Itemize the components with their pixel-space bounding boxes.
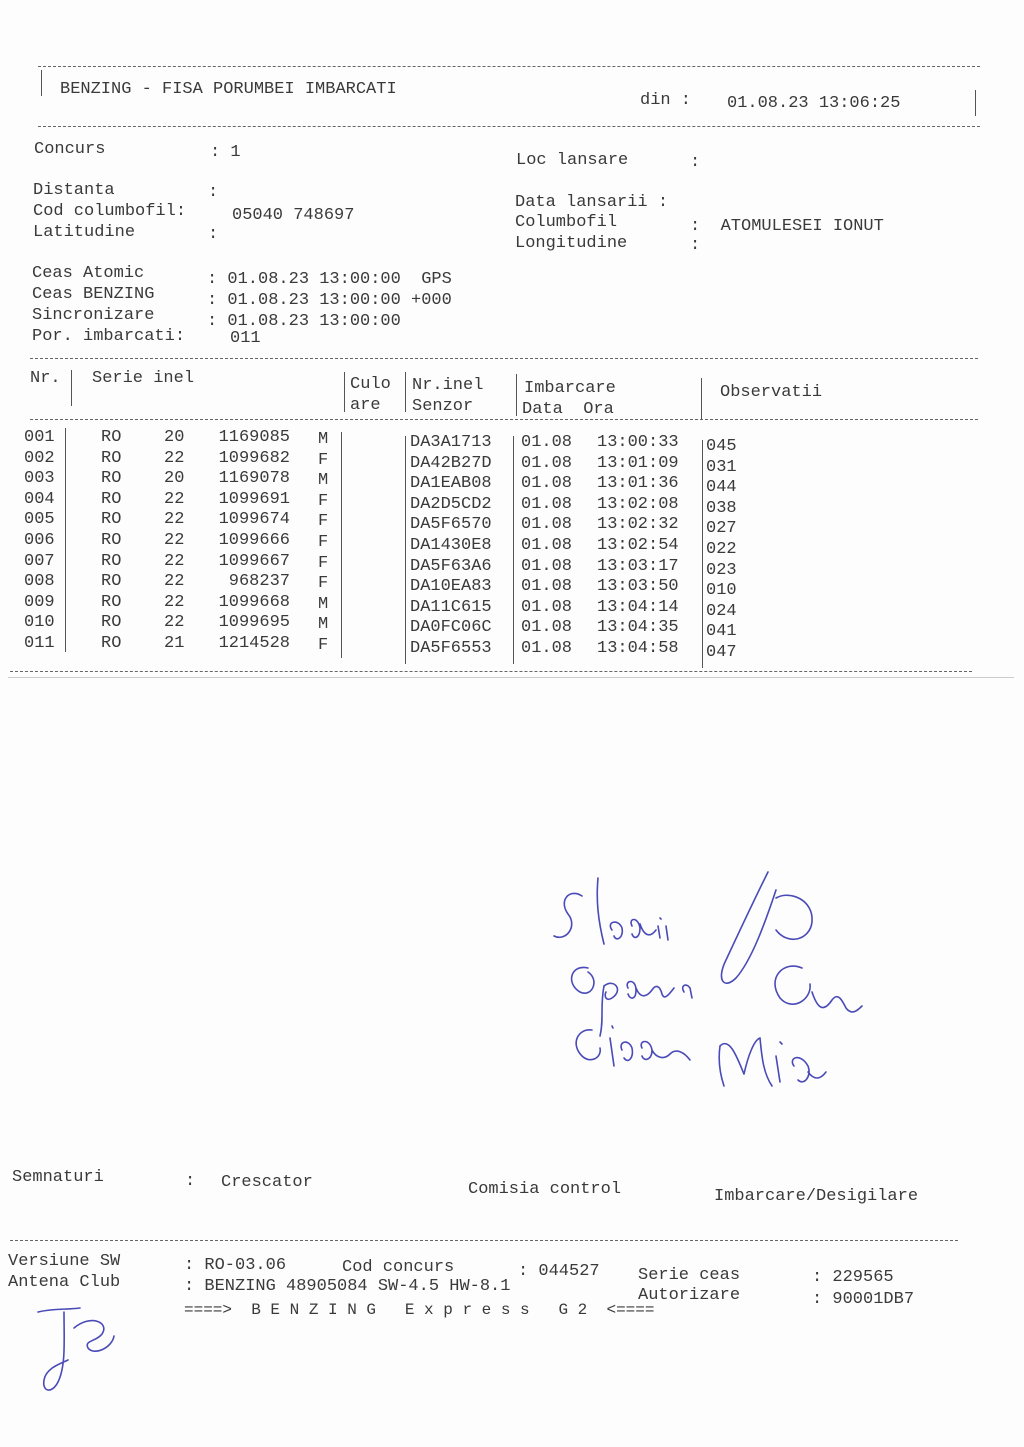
comisia-control-label: Comisia control xyxy=(468,1180,622,1199)
cell-inel: 1099668 xyxy=(218,592,290,612)
cell-an: 22 xyxy=(164,613,185,633)
cell-obs: 044 xyxy=(706,478,737,498)
cell-tara: RO xyxy=(101,489,122,509)
sincronizare-label: Sincronizare xyxy=(32,306,155,325)
cell-data: 01.08 xyxy=(521,474,573,494)
col-header-observatii: Observatii xyxy=(720,383,823,402)
cell-sex: F xyxy=(318,491,329,511)
cell-inel: 1099667 xyxy=(218,551,290,571)
cell-nr: 003 xyxy=(24,469,55,489)
antena-club-label: Antena Club xyxy=(8,1273,121,1292)
imbarcare-desigilare-label: Imbarcare/Desigilare xyxy=(714,1187,919,1206)
cell-data: 01.08 xyxy=(521,639,573,658)
cell-nr: 004 xyxy=(24,489,55,509)
cell-inel: 1099666 xyxy=(218,531,290,550)
cod-concurs-value: : 044527 xyxy=(518,1262,600,1281)
cell-inel: 1099691 xyxy=(218,489,290,509)
cell-sex: F xyxy=(318,636,329,655)
cell-obs: 041 xyxy=(706,622,737,642)
table-row xyxy=(0,633,1024,662)
semnaturi-colon: : xyxy=(185,1172,196,1191)
versiune-sw-label: Versiune SW xyxy=(8,1252,121,1271)
serie-ceas-label: Serie ceas xyxy=(638,1266,741,1285)
cell-data: 01.08 xyxy=(521,556,573,576)
distanta-value: : xyxy=(208,183,219,202)
cell-data: 01.08 xyxy=(521,433,573,452)
cell-an: 22 xyxy=(164,448,185,468)
table-row xyxy=(0,489,1024,518)
cell-sex: F xyxy=(318,533,329,552)
cell-an: 22 xyxy=(164,592,185,612)
cell-inel: 1169085 xyxy=(218,428,290,447)
longitudine-label: Longitudine xyxy=(515,234,628,253)
table-row xyxy=(0,428,1024,456)
concurs-value: : 1 xyxy=(210,143,241,162)
cell-inel: 1099695 xyxy=(218,613,290,633)
cell-ora: 13:03:17 xyxy=(597,556,679,576)
cell-an: 22 xyxy=(164,572,185,592)
sincronizare-value: : 01.08.23 13:00:00 xyxy=(207,312,401,331)
cell-nr: 001 xyxy=(24,428,55,447)
autorizare-value: : 90001DB7 xyxy=(812,1290,915,1309)
cell-inel: 1214528 xyxy=(218,634,290,653)
cell-an: 22 xyxy=(164,489,185,509)
cell-tara: RO xyxy=(101,469,122,489)
cell-senzor: DA42B27D xyxy=(410,453,492,473)
cell-nr: 005 xyxy=(24,510,55,530)
cell-ora: 13:04:14 xyxy=(597,597,679,617)
ceas-atomic-value: : 01.08.23 13:00:00 GPS xyxy=(207,270,452,289)
cell-sex: F xyxy=(318,553,329,573)
versiune-sw-value: : RO-03.06 xyxy=(184,1256,287,1275)
col-header-nr: Nr. xyxy=(30,369,61,388)
serie-ceas-value: : 229565 xyxy=(812,1268,894,1287)
cell-sex: F xyxy=(318,574,329,594)
autorizare-label: Autorizare xyxy=(638,1286,741,1305)
cell-ora: 13:00:33 xyxy=(597,433,679,452)
cell-an: 22 xyxy=(164,510,185,530)
latitudine-label: Latitudine xyxy=(33,223,136,242)
cell-ora: 13:02:08 xyxy=(597,494,679,514)
cell-data: 01.08 xyxy=(521,618,573,638)
por-imbarcati-value: 011 xyxy=(230,329,261,348)
cod-concurs-label: Cod concurs xyxy=(342,1258,455,1277)
cell-inel: 1099682 xyxy=(218,448,290,468)
cell-data: 01.08 xyxy=(521,597,573,617)
por-imbarcati-label: Por. imbarcati: xyxy=(32,327,186,346)
cell-tara: RO xyxy=(101,592,122,612)
ceas-benzing-label: Ceas BENZING xyxy=(32,285,155,304)
club-initials-signature xyxy=(30,1300,130,1400)
distanta-label: Distanta xyxy=(33,181,115,200)
cod-columbofil-label: Cod columbofil: xyxy=(33,202,187,221)
table-row xyxy=(0,531,1024,559)
cell-nr: 010 xyxy=(24,613,55,633)
cell-ora: 13:04:58 xyxy=(597,639,679,658)
din-label: din : xyxy=(640,91,692,110)
antena-club-value: : BENZING 48905084 SW-4.5 HW-8.1 xyxy=(184,1277,511,1296)
cell-ora: 13:03:50 xyxy=(597,577,679,597)
cell-obs: 047 xyxy=(706,643,737,662)
cell-senzor: DA1430E8 xyxy=(410,536,492,555)
cell-sex: F xyxy=(318,450,329,470)
cell-an: 22 xyxy=(164,551,185,571)
cell-obs: 027 xyxy=(706,519,737,539)
table-row xyxy=(0,592,1024,621)
data-lansarii-label: Data lansarii : xyxy=(515,193,669,212)
cell-senzor: DA1EAB08 xyxy=(410,474,492,494)
cell-obs: 038 xyxy=(706,498,737,518)
cell-sex: M xyxy=(318,471,329,491)
cell-tara: RO xyxy=(101,448,122,468)
cell-inel: 1099674 xyxy=(218,510,290,530)
cell-data: 01.08 xyxy=(521,453,573,473)
cell-an: 22 xyxy=(164,531,185,550)
table-row xyxy=(0,551,1024,580)
cell-ora: 13:02:32 xyxy=(597,515,679,535)
latitudine-value: : xyxy=(208,225,219,244)
cell-tara: RO xyxy=(101,551,122,571)
columbofil-label: Columbofil xyxy=(515,213,618,232)
cell-nr: 007 xyxy=(24,551,55,571)
table-row xyxy=(0,448,1024,477)
table-row xyxy=(0,613,1024,642)
col-header-imbarcare-2: Data Ora xyxy=(522,400,614,419)
col-header-nrinel-1: Nr.inel xyxy=(412,376,484,395)
ceas-benzing-value: : 01.08.23 13:00:00 +000 xyxy=(207,291,452,310)
cell-data: 01.08 xyxy=(521,536,573,555)
cell-nr: 011 xyxy=(24,634,55,653)
col-header-nrinel-2: Senzor xyxy=(412,397,474,416)
col-header-culoare-1: Culo xyxy=(350,375,391,394)
loc-lansare-label: Loc lansare xyxy=(516,151,629,170)
document-title: BENZING - FISA PORUMBEI IMBARCATI xyxy=(60,80,397,99)
ceas-atomic-label: Ceas Atomic xyxy=(32,264,145,283)
cell-tara: RO xyxy=(101,531,122,550)
cell-tara: RO xyxy=(101,572,122,592)
cell-obs: 031 xyxy=(706,457,737,477)
handwritten-signatures xyxy=(540,860,880,1100)
cell-tara: RO xyxy=(101,613,122,633)
cell-obs: 045 xyxy=(706,437,737,456)
cell-tara: RO xyxy=(101,634,122,653)
col-header-culoare-2: are xyxy=(350,396,381,415)
cell-senzor: DA2D5CD2 xyxy=(410,494,492,514)
cell-ora: 13:01:09 xyxy=(597,453,679,473)
cell-an: 20 xyxy=(164,428,185,447)
cell-ora: 13:02:54 xyxy=(597,536,679,555)
cell-tara: RO xyxy=(101,510,122,530)
cod-columbofil-value: 05040 748697 xyxy=(232,206,355,225)
cell-nr: 008 xyxy=(24,572,55,592)
cell-obs: 023 xyxy=(706,560,737,580)
cell-obs: 022 xyxy=(706,540,737,559)
cell-senzor: DA5F6553 xyxy=(410,639,492,658)
cell-data: 01.08 xyxy=(521,577,573,597)
cell-senzor: DA5F6570 xyxy=(410,515,492,535)
cell-sex: F xyxy=(318,512,329,532)
columbofil-value: : ATOMULESEI IONUT xyxy=(690,217,884,236)
cell-nr: 006 xyxy=(24,531,55,550)
cell-inel: 1169078 xyxy=(218,469,290,489)
cell-inel: 968237 xyxy=(228,572,290,592)
crescator-label: Crescator xyxy=(221,1173,313,1192)
cell-obs: 010 xyxy=(706,581,737,601)
din-timestamp: 01.08.23 13:06:25 xyxy=(727,94,901,113)
cell-tara: RO xyxy=(101,428,122,447)
semnaturi-label: Semnaturi xyxy=(12,1168,104,1187)
concurs-label: Concurs xyxy=(34,140,106,159)
cell-data: 01.08 xyxy=(521,494,573,514)
col-header-imbarcare-1: Imbarcare xyxy=(524,379,616,398)
cell-senzor: DA3A1713 xyxy=(410,433,492,452)
cell-an: 21 xyxy=(164,634,185,653)
cell-sex: M xyxy=(318,430,329,449)
table-row xyxy=(0,469,1024,498)
cell-senzor: DA11C615 xyxy=(410,597,492,617)
cell-nr: 002 xyxy=(24,448,55,468)
table-row xyxy=(0,572,1024,601)
cell-an: 20 xyxy=(164,469,185,489)
longitudine-value: : xyxy=(690,236,701,255)
loc-lansare-value: : xyxy=(690,153,701,172)
cell-ora: 13:04:35 xyxy=(597,618,679,638)
cell-sex: M xyxy=(318,594,329,614)
cell-senzor: DA5F63A6 xyxy=(410,556,492,576)
cell-obs: 024 xyxy=(706,601,737,621)
col-header-serie: Serie inel xyxy=(92,369,195,388)
cell-nr: 009 xyxy=(24,592,55,612)
benzing-express-banner: ====> B E N Z I N G E x p r e s s G 2 <==== xyxy=(184,1301,655,1319)
cell-sex: M xyxy=(318,615,329,635)
cell-ora: 13:01:36 xyxy=(597,474,679,494)
cell-data: 01.08 xyxy=(521,515,573,535)
cell-senzor: DA0FC06C xyxy=(410,618,492,638)
cell-senzor: DA10EA83 xyxy=(410,577,492,597)
table-row xyxy=(0,510,1024,539)
